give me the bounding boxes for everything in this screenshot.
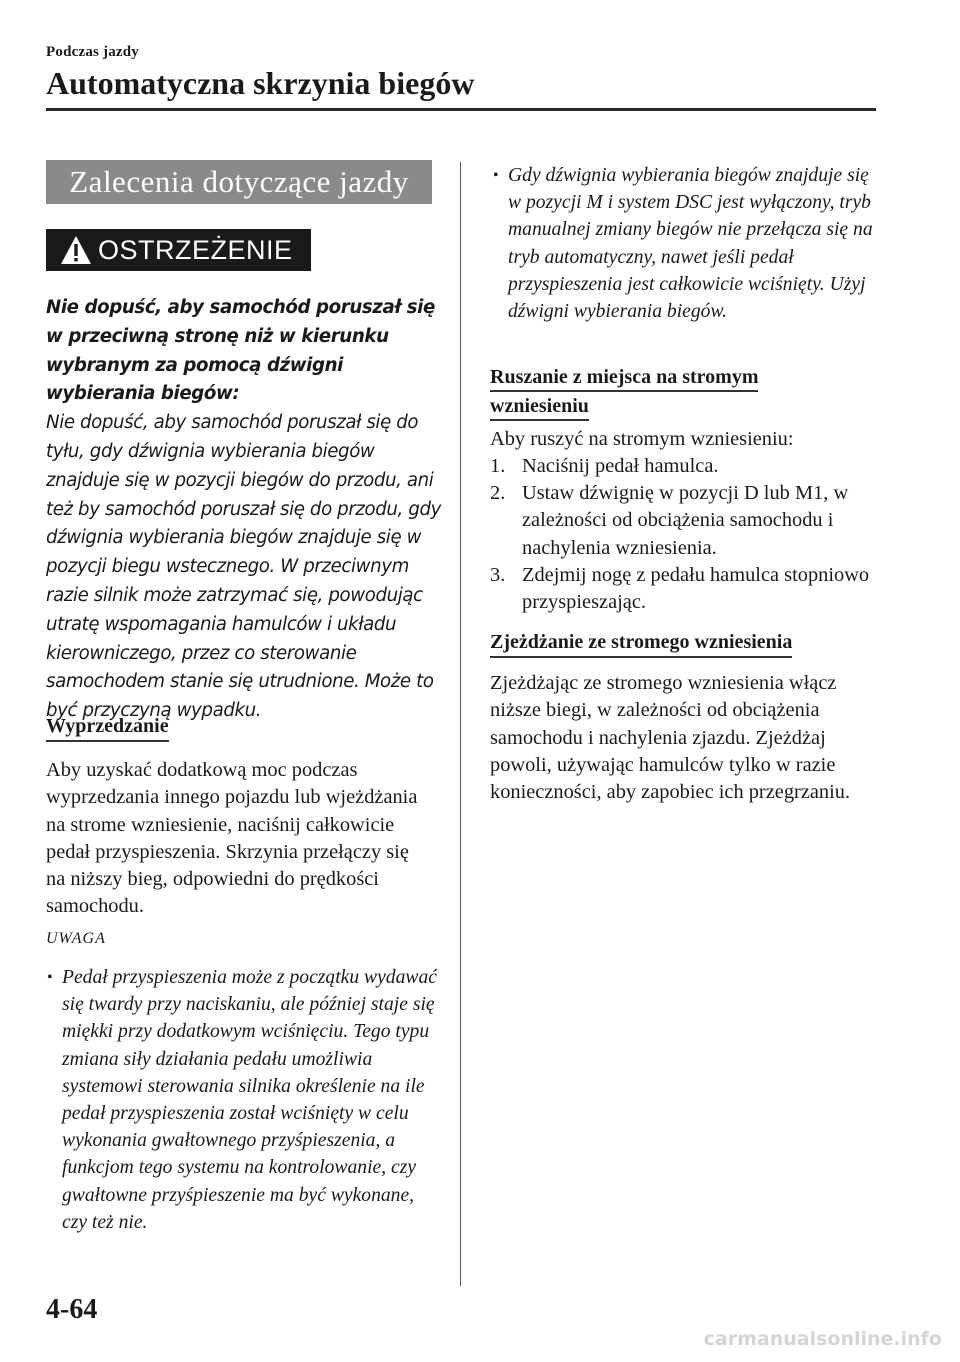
column-divider <box>460 162 461 1286</box>
warning-label: OSTRZEŻENIE <box>98 234 293 265</box>
note-item <box>47 964 438 1236</box>
step-text: Naciśnij pedał hamulca. <box>522 455 719 477</box>
page-number: 4-64 <box>46 1294 98 1325</box>
downhill-text: Zjeżdżając ze stromego wzniesienia włącz niższe biegi, w zależności od obciążenia samochodu i nachylenia zjazdu. Zjeżdżaj powoli, używając hamulców tylko w razie konieczności, aby zapobiec ich przegrzaniu. <box>490 672 851 804</box>
warning-body: Nie dopuść, aby samochód poruszał się do tyłu, gdy dźwignia wybierania biegów znajduje się w pozycji biegów do przodu, ani też by samochód poruszał się do przodu, gdy dźwignia wybierania biegów znajduje się w pozycji biegu wstecznego. W przeciwnym razie silnik może zatrzymać się, powodując utratę wspomagania hamulców i układu kierowniczego, przez co sterowanie samochodem stanie się utrudnione. Może to być przyczyną wypadku. <box>46 412 441 722</box>
step-item <box>490 480 882 562</box>
step-number: 1. <box>490 455 506 477</box>
step-text: Zdejmij nogę z pedału hamulca stopniowo przyspieszając. <box>522 563 870 614</box>
note-item-text: Pedał przyspieszenia może z początku wydawać się twardy przy naciskaniu, ale później staje się miękki przy dodatkowym wciśnięciu. Tego typu zmiana siły działania pedału umożliwia systemowi sterowania silnika określenie na ile pedał przyspieszenia został wciśnięty w celu wykonania gwałtownego przyśpieszenia, a funkcjom tego systemu na kontrolowanie, czy gwałtowne przyśpieszenie ma być wykonane, czy też nie. <box>62 967 437 1233</box>
running-header-title: Automatyczna skrzynia biegów <box>46 65 475 101</box>
overtaking-heading: Wyprzedzanie <box>46 713 169 742</box>
step-text: Ustaw dźwignię w pozycji D lub M1, w zależności od obciążenia samochodu i nachylenia wzniesienia. <box>522 482 849 559</box>
header-rule <box>46 108 876 111</box>
uphill-heading-line1: Ruszanie z miejsca na stromym <box>490 364 758 392</box>
uphill-heading <box>490 364 758 421</box>
step-number: 3. <box>490 563 506 586</box>
downhill-heading: Zjeżdżanie ze stromego wzniesienia <box>490 629 792 658</box>
watermark: carmanualsonline.info <box>703 1328 942 1350</box>
uphill-heading-line2: wzniesieniu <box>490 393 589 421</box>
overtaking-text: Aby uzyskać dodatkową moc podczas wyprzedzania innego pojazdu lub wjeżdżania na strome wzniesienie, naciśnij całkowicie pedał przyspieszenia. Skrzynia przełączy się na niższy bieg, odpowiedni do prędkości samochodu. <box>46 759 418 918</box>
note-item-text: Gdy dźwignia wybierania biegów znajduje się w pozycji M i system DSC jest wyłączony, tryb manualnej zmiany biegów nie przełącza się na tryb automatyczny, nawet jeśli pedał przyspieszenia jest całkowicie wciśnięty. Użyj dźwigni wybierania biegów. <box>508 165 873 323</box>
warning-triangle-icon <box>60 235 92 265</box>
section-title-banner: Zalecenia dotyczące jazdy <box>46 160 432 204</box>
note-label: UWAGA <box>46 930 106 947</box>
warning-box <box>46 229 311 271</box>
step-number: 2. <box>490 482 506 505</box>
uphill-steps <box>490 453 882 616</box>
bullet-icon: • <box>47 969 53 986</box>
warning-lead: Nie dopuść, aby samochód poruszał się w przeciwną stronę niż w kierunku wybranym za pomocą dźwigni wybierania biegów: <box>46 297 435 405</box>
bullet-icon: • <box>493 167 499 184</box>
note-item <box>493 162 880 325</box>
uphill-intro: Aby ruszyć na stromym wzniesieniu: <box>490 428 794 450</box>
warning-text <box>46 294 446 726</box>
step-item <box>490 453 882 480</box>
step-item <box>490 562 882 616</box>
running-header-section: Podczas jazdy <box>46 44 140 60</box>
